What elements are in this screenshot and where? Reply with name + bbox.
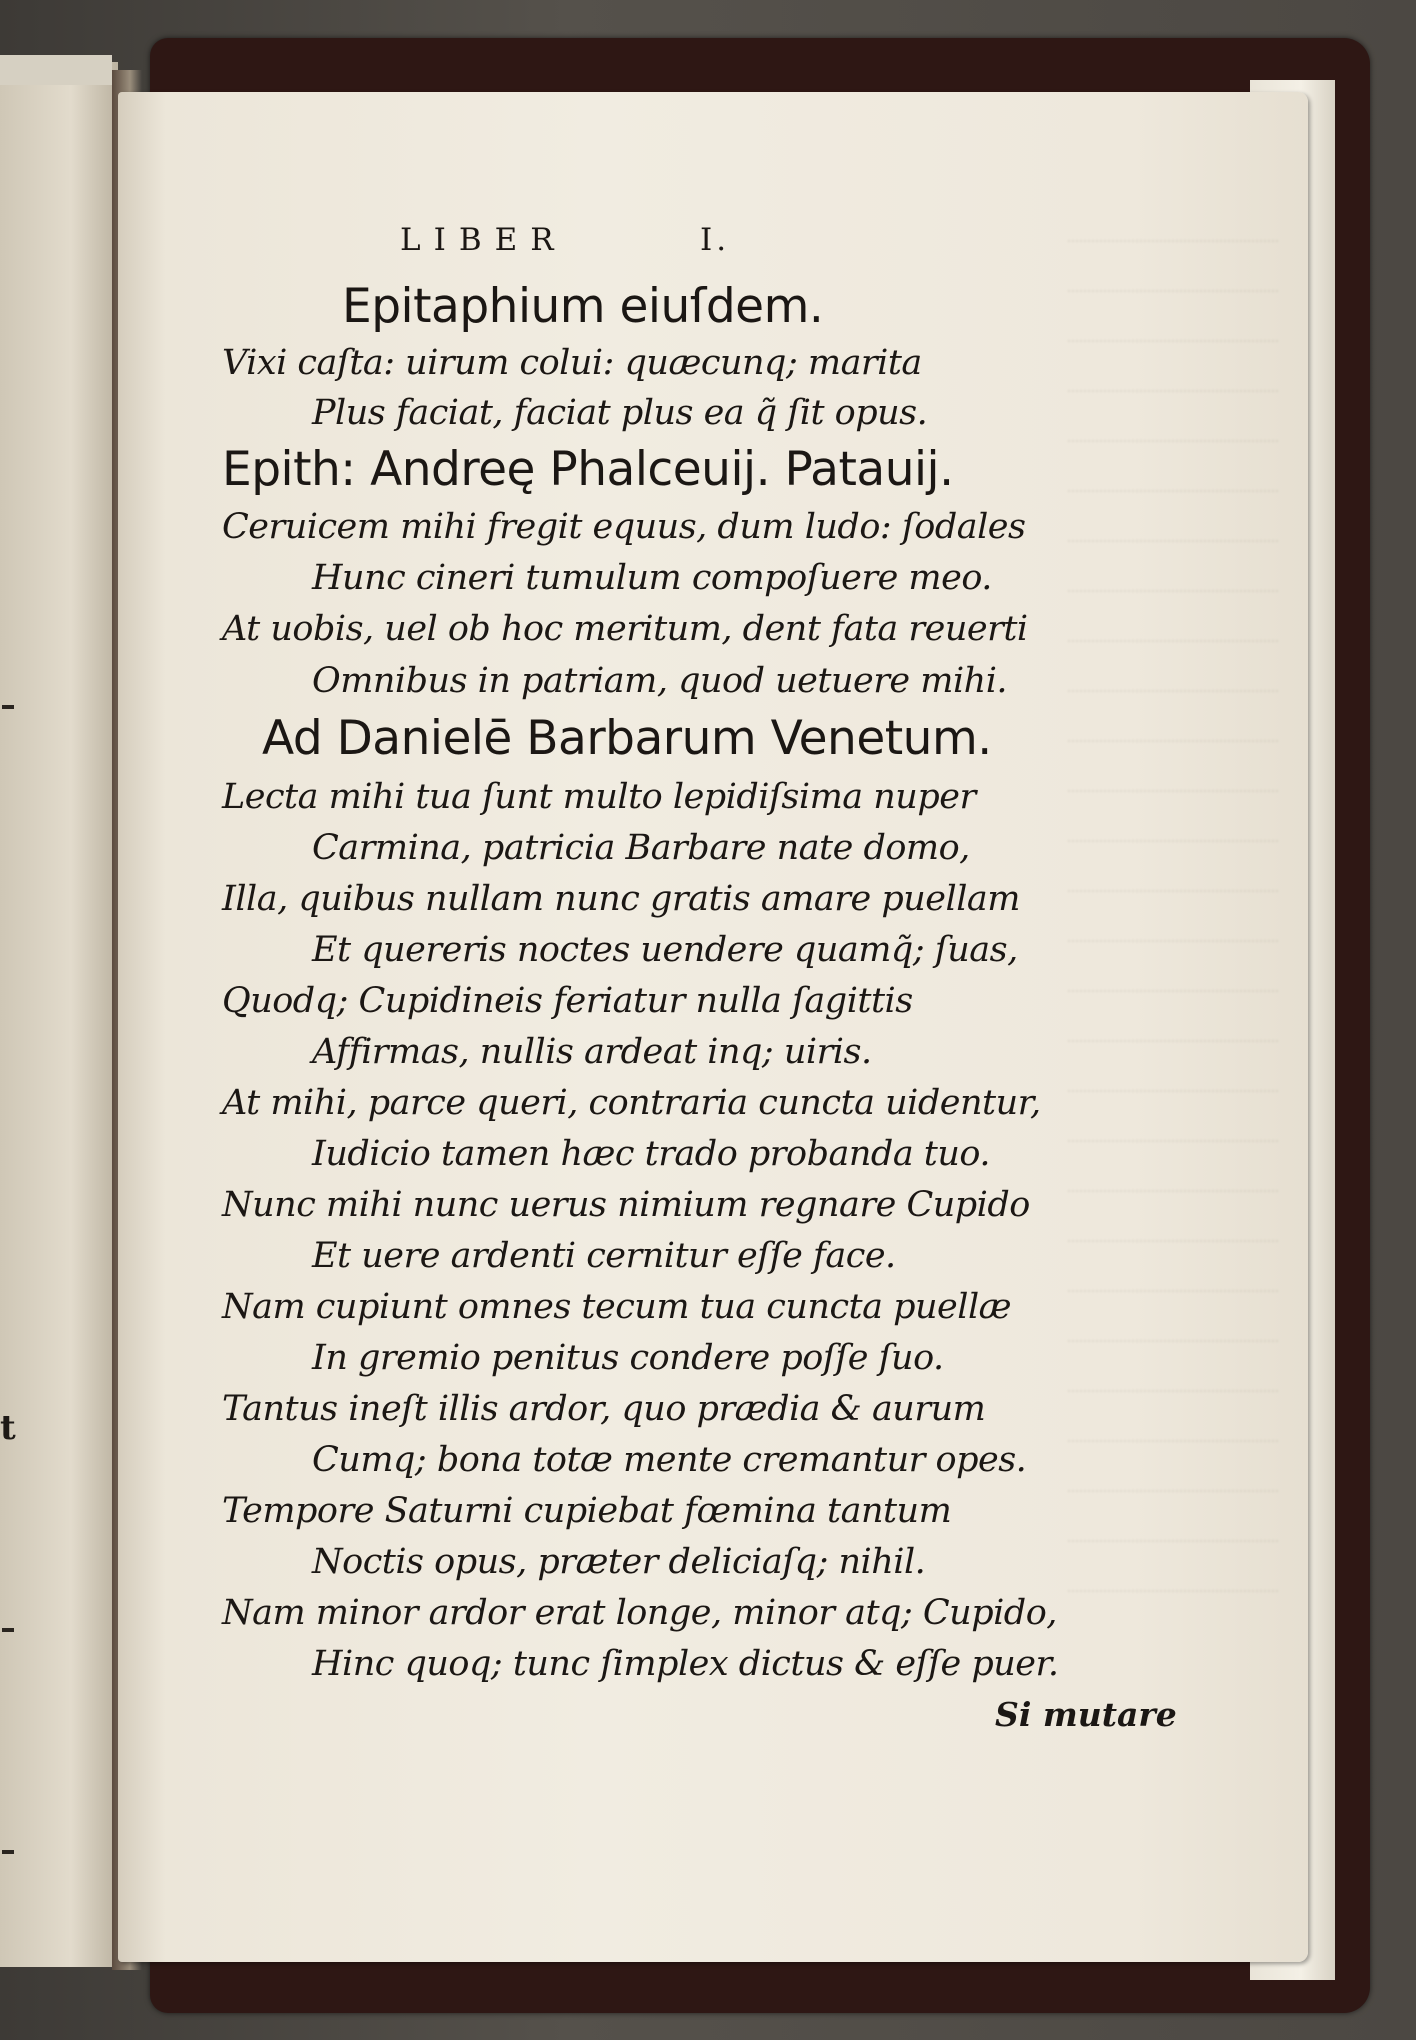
running-head-title: LIBER — [400, 222, 567, 258]
verse-line: Noctis opus, præter deliciaſq; nihil. — [312, 1542, 926, 1582]
verse-line: Hinc quoq; tunc ſimplex dictus & eſſe puer. — [312, 1644, 1059, 1684]
verse-line: Omnibus in patriam, quod uetuere mihi. — [312, 661, 1008, 701]
verse-line: Et quereris noctes uendere quamq̃; ſuas, — [312, 930, 1018, 970]
verse-line: Et uere ardenti cernitur eſſe face. — [312, 1236, 896, 1276]
verse-line: Tempore Saturni cupiebat fœmina tantum — [222, 1491, 952, 1531]
catchword: Si mutare — [995, 1695, 1177, 1734]
verse-line: Nam minor ardor erat longe, minor atq; Cupido, — [222, 1593, 1057, 1633]
verse-line: Hunc cineri tumulum compoſuere meo. — [312, 558, 992, 598]
verse-line: Iudicio tamen hæc trado probanda tuo. — [312, 1134, 990, 1174]
verse-line: Ceruicem mihi fregit equus, dum ludo: ſodales — [222, 507, 1026, 547]
left-page-letter: t — [0, 1408, 16, 1448]
verse-line: Vixi caſta: uirum colui: quæcunq; marita — [222, 343, 922, 383]
verse-line: At mihi, parce queri, contraria cuncta uidentur, — [222, 1083, 1041, 1123]
verse-line: Plus faciat, faciat plus ea q̃ ſit opus. — [312, 393, 928, 433]
verse-line: Affirmas, nullis ardeat inq; uiris. — [312, 1032, 872, 1072]
verse-line: Tantus ineſt illis ardor, quo prædia & aurum — [222, 1389, 986, 1429]
verse-line: Carmina, patricia Barbare nate domo, — [312, 828, 970, 868]
section-heading: Ad Danielē Barbarum Venetum. — [262, 711, 992, 766]
verse-line: Illa, quibus nullam nunc gratis amare puellam — [222, 879, 1020, 919]
verse-line: Quodq; Cupidineis feriatur nulla ſagittis — [222, 981, 913, 1021]
verse-line: In gremio penitus condere poſſe ſuo. — [312, 1338, 944, 1378]
section-heading: Epitaphium eiuſdem. — [342, 279, 824, 334]
verse-line: Nunc mihi nunc uerus nimium regnare Cupido — [222, 1185, 1030, 1225]
section-heading: Epith: Andreę Phalceuij. Patauij. — [222, 442, 954, 497]
verse-line: Lecta mihi tua ſunt multo lepidiſsima nuper — [222, 777, 976, 817]
verse-line: At uobis, uel ob hoc meritum, dent fata reuerti — [222, 609, 1028, 649]
running-head-number: I. — [700, 222, 731, 258]
verse-line: Cumq; bona totæ mente cremantur opes. — [312, 1440, 1027, 1480]
verse-line: Nam cupiunt omnes tecum tua cuncta puellæ — [222, 1287, 1012, 1327]
